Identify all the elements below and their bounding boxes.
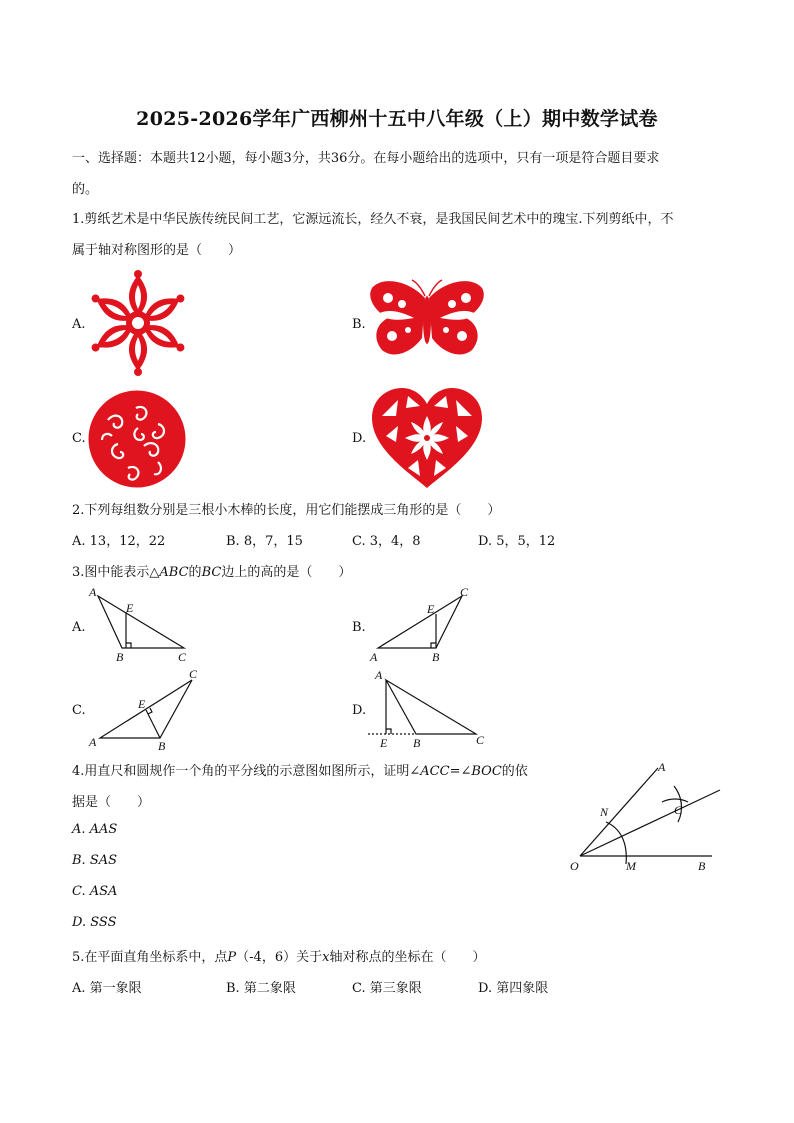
q5-option-a: A. 第一象限 <box>72 981 142 996</box>
q3-option-a-label: A. <box>72 620 86 635</box>
q3c-label-e: E <box>138 697 146 711</box>
q4-option-b: B. SAS <box>72 853 118 868</box>
q3a-label-b: B <box>116 650 124 664</box>
q4-stem-line1: 4.用直尺和圆规作一个角的平分线的示意图如图所示，证明∠ACC=∠BOC的依 <box>72 764 528 779</box>
q4-label-o: O <box>570 859 579 873</box>
papercut-snowflake-image <box>88 270 188 376</box>
q3c-label-b: B <box>158 739 166 750</box>
q1-option-b-label: B. <box>352 317 366 332</box>
q1-stem-line1: 1.剪纸艺术是中华民族传统民间工艺，它源远流长，经久不衰，是我国民间艺术中的瑰宝.下列剪纸中，不 <box>72 212 674 227</box>
q3b-label-a: A <box>370 650 378 664</box>
q5-option-b: B. 第二象限 <box>226 981 296 996</box>
q4-stem-line2: 据是（ ） <box>72 795 151 810</box>
papercut-heart-image <box>368 386 486 490</box>
q3d-label-c: C <box>476 733 485 747</box>
q3-option-d-label: D. <box>352 703 367 718</box>
q4-option-a: A. AAS <box>72 822 118 837</box>
q4-label-c: C <box>674 803 683 817</box>
q4-label-n: N <box>600 805 609 819</box>
q3c-label-a: A <box>89 735 97 749</box>
q4-angle-bisector-figure <box>566 758 726 874</box>
q2-stem: 2.下列每组数分别是三根小木棒的长度，用它们能摆成三角形的是（ ） <box>72 503 501 518</box>
q5-option-c: C. 第三象限 <box>352 981 422 996</box>
q2-option-b: B. 8，7，15 <box>226 534 303 549</box>
q4-label-b: B <box>698 859 706 873</box>
q1-stem-line2: 属于轴对称图形的是（ ） <box>72 243 242 258</box>
q1-option-a-label: A. <box>72 317 86 332</box>
q3-option-b-label: B. <box>352 620 366 635</box>
q3d-label-a: A <box>375 668 383 682</box>
q5-option-d: D. 第四象限 <box>478 981 549 996</box>
q3-triangle-figure-b <box>364 584 484 664</box>
section-heading-line2: 的。 <box>72 182 99 197</box>
q4-label-a: A <box>658 760 666 774</box>
page-title: 2025-2026学年广西柳州十五中八年级（上）期中数学试卷 <box>136 108 658 130</box>
q3-stem: 3.图中能表示△ABC的BC边上的高的是（ ） <box>72 565 352 580</box>
q3d-label-b: B <box>413 736 421 750</box>
q2-option-d: D. 5，5，12 <box>478 534 556 549</box>
papercut-swirl-circle-image <box>88 390 186 488</box>
q5-stem: 5.在平面直角坐标系中，点P（-4，6）关于x轴对称点的坐标在（ ） <box>72 950 486 965</box>
q3b-label-b: B <box>432 650 440 664</box>
q2-option-c: C. 3，4，8 <box>352 534 421 549</box>
q3a-label-a: A <box>89 585 97 599</box>
papercut-butterfly-image <box>368 278 486 362</box>
q3b-label-e: E <box>427 602 435 616</box>
q3b-label-c: C <box>460 585 469 599</box>
q3-triangle-figure-a <box>86 584 196 664</box>
q3c-label-c: C <box>189 667 198 681</box>
q4-label-m: M <box>626 859 636 873</box>
q3-option-c-label: C. <box>72 703 86 718</box>
q3-triangle-figure-d <box>366 664 496 750</box>
q3d-label-e: E <box>380 736 388 750</box>
q4-option-c: C. ASA <box>72 884 118 899</box>
q3a-label-c: C <box>178 650 187 664</box>
q4-option-d: D. SSS <box>72 915 117 930</box>
q3a-label-e: E <box>126 601 134 615</box>
q3-triangle-figure-c <box>86 664 206 750</box>
section-heading-line1: 一、选择题：本题共12小题，每小题3分，共36分。在每小题给出的选项中，只有一项是符合题目要求 <box>72 151 660 166</box>
q1-option-c-label: C. <box>72 431 86 446</box>
q2-option-a: A. 13，12，22 <box>72 534 166 549</box>
q1-option-d-label: D. <box>352 431 367 446</box>
